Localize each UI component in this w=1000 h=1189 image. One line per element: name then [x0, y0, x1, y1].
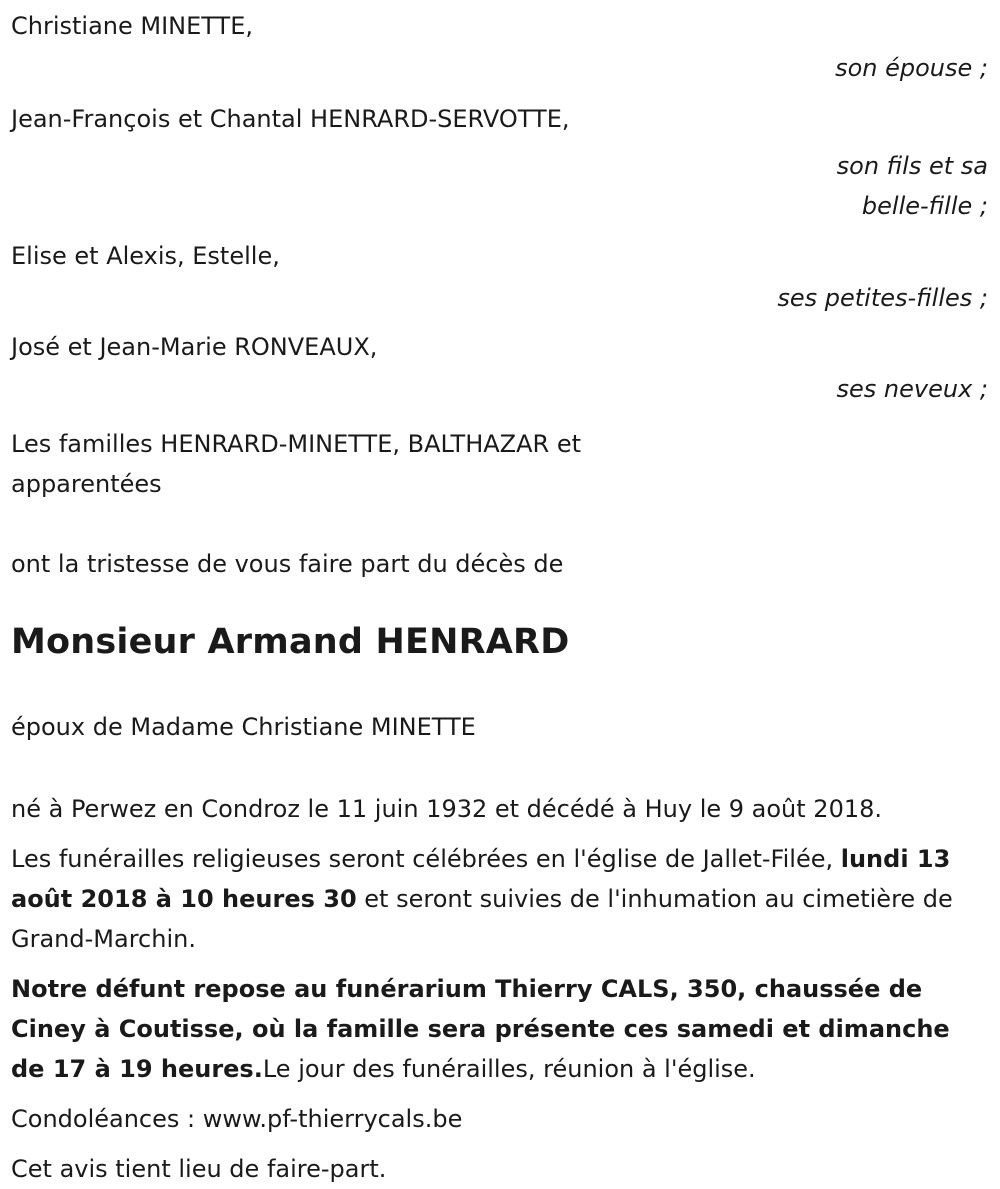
funerarium-paragraph [11, 969, 988, 1089]
relative-role: son fils et sa belle-fille ; [836, 152, 988, 220]
notice-line: Cet avis tient lieu de faire-part. [11, 1155, 387, 1183]
relative-name: José et Jean-Marie RONVEAUX, [11, 333, 378, 361]
funeral-paragraph [11, 839, 988, 959]
relative-role: ses petites-filles ; [777, 284, 988, 312]
condolences-line: Condoléances : www.pf-thierrycals.be [11, 1105, 463, 1133]
funeral-datetime: lundi 13 août 2018 à 10 heures 30 [11, 845, 951, 913]
relatives-list [11, 6, 988, 409]
relative-entry-granddaughters [11, 236, 988, 318]
families-line: Les familles HENRARD-MINETTE, BALTHAZAR et apparentées [11, 430, 582, 498]
relative-role: ses neveux ; [836, 375, 988, 403]
funerarium-details: Notre défunt repose au funérarium Thierry CALS, 350, chaussée de Ciney à Coutisse, où la famille sera présente ces samedi et dimanche de 17 à 19 heures. [11, 975, 950, 1083]
funeral-rest: et seront suivies de l'inhumation au cimetière de Grand-Marchin. [11, 885, 953, 953]
relative-role: son épouse ; [835, 54, 988, 82]
relative-name: Jean-François et Chantal HENRARD-SERVOTTE, [11, 105, 570, 133]
spouse-line: époux de Madame Christiane MINETTE [11, 713, 476, 741]
relative-entry-son [11, 99, 988, 226]
relative-name: Elise et Alexis, Estelle, [11, 242, 280, 270]
deceased-name: Monsieur Armand HENRARD [11, 622, 570, 662]
relative-entry-nephews [11, 327, 988, 409]
relative-entry-spouse [11, 6, 988, 88]
funeral-intro: Les funérailles religieuses seront célébrées en l'église de Jallet-Filée, [11, 845, 841, 873]
funerarium-rest: Le jour des funérailles, réunion à l'église. [262, 1055, 756, 1083]
relative-name: Christiane MINETTE, [11, 12, 253, 40]
announcement-line: ont la tristesse de vous faire part du décès de [11, 550, 564, 578]
birth-death-line: né à Perwez en Condroz le 11 juin 1932 et décédé à Huy le 9 août 2018. [11, 795, 883, 823]
